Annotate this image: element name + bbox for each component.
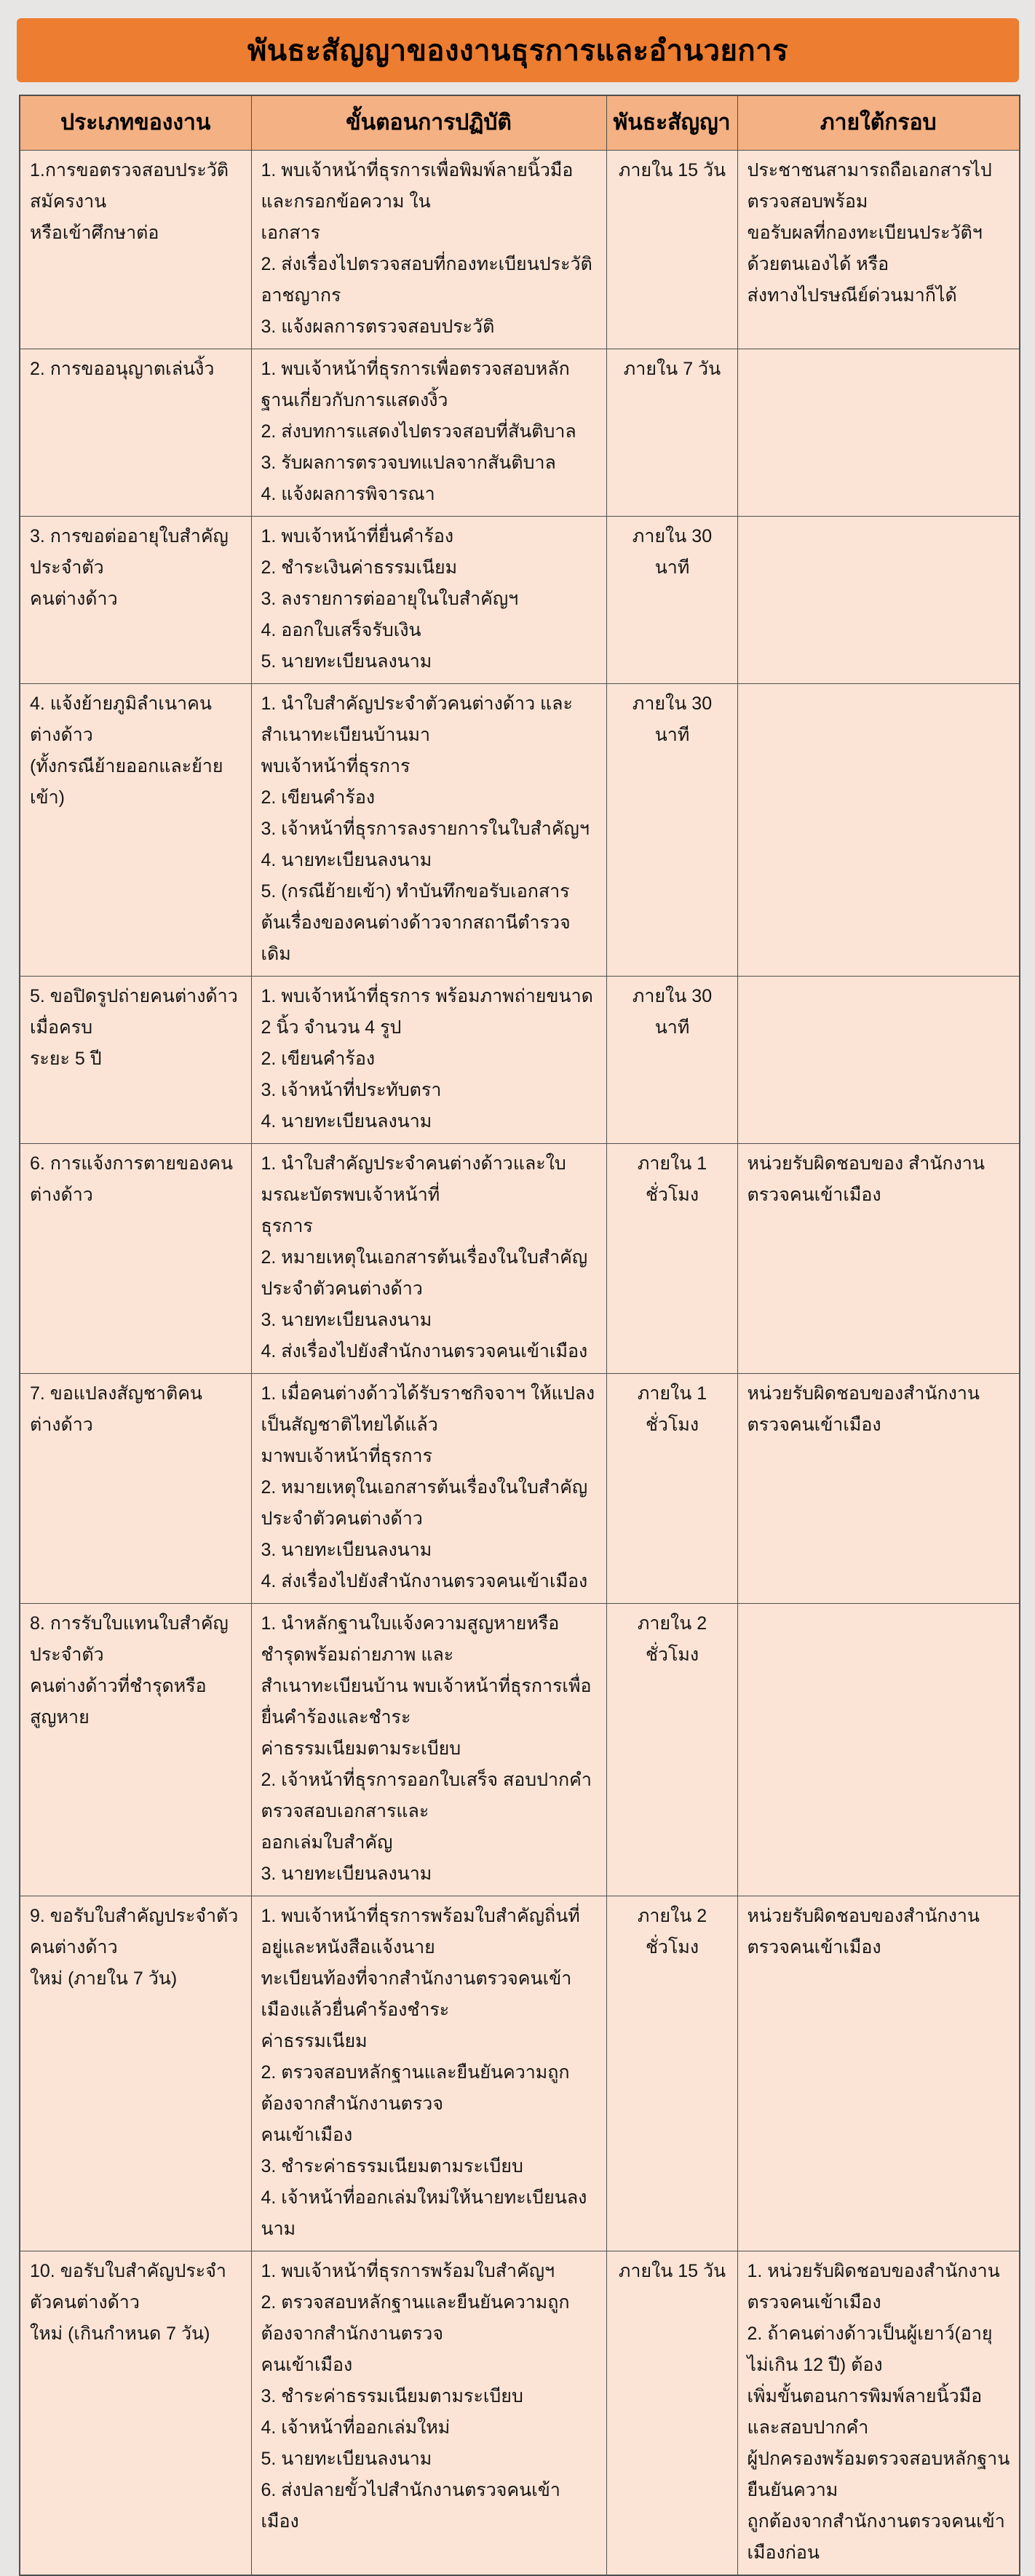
text-line: 4. นายทะเบียนลงนาม bbox=[261, 849, 432, 870]
text-line: ทะเบียนท้องที่จากสำนักงานตรวจคนเข้าเมืองแล้วยื่นคำร้องชำระ bbox=[261, 1968, 572, 2020]
text-line: 4. เจ้าหน้าที่ออกเล่มใหม่ให้นายทะเบียนลงนาม bbox=[261, 2187, 587, 2239]
text-line: หน่วยรับผิดชอบของสำนักงานตรวจคนเข้าเมือง bbox=[747, 1383, 980, 1435]
text-line: ออกเล่มใบสำคัญ bbox=[261, 1832, 393, 1853]
text-line: 4. ส่งเรื่องไปยังสำนักงานตรวจคนเข้าเมือง bbox=[261, 1570, 588, 1591]
text-line: คนเข้าเมือง bbox=[261, 2124, 353, 2145]
cell-steps bbox=[251, 976, 606, 1143]
text-line: 1. พบเจ้าหน้าที่ธุรการพร้อมใบสำคัญฯ bbox=[261, 2260, 555, 2281]
text-line: หน่วยรับผิดชอบของ สำนักงาน bbox=[747, 1153, 985, 1174]
text-line: 5. ขอปิดรูปถ่ายคนต่างด้าว เมื่อครบ bbox=[30, 985, 238, 1038]
text-line: ภายใน 2 ชั่วโมง bbox=[637, 1613, 707, 1665]
text-line: 3. นายทะเบียนลงนาม bbox=[261, 1863, 432, 1884]
text-line: มาพบเจ้าหน้าที่ธุรการ bbox=[261, 1445, 432, 1466]
text-line: 5. (กรณีย้ายเข้า) ทำบันทึกขอรับเอกสาร bbox=[261, 880, 570, 902]
text-line: 1. นำหลักฐานใบแจ้งความสูญหายหรือชำรุดพร้อมถ่ายภาพ และ bbox=[261, 1613, 560, 1665]
cell-commitment bbox=[606, 683, 737, 976]
cell-commitment bbox=[606, 1603, 737, 1896]
text-line: 4. ส่งเรื่องไปยังสำนักงานตรวจคนเข้าเมือง bbox=[261, 1340, 588, 1361]
text-line: ภายใน 30 นาที bbox=[632, 693, 713, 745]
cell-steps bbox=[251, 683, 606, 976]
text-line: 6. ส่งปลายขั้วไปสำนักงานตรวจคนเข้าเมือง bbox=[261, 2479, 560, 2532]
text-line: ประชาชนสามารถถือเอกสารไปตรวจสอบพร้อม bbox=[747, 159, 992, 212]
text-line: ต้นเรื่องของคนต่างด้าวจากสถานีตำรวจเดิม bbox=[261, 912, 571, 964]
text-line: 4. แจ้งย้ายภูมิลำเนาคนต่างด้าว bbox=[30, 693, 212, 745]
text-line: 2. ตรวจสอบหลักฐานและยืนยันความถูกต้องจากสำนักงานตรวจ bbox=[261, 2062, 570, 2114]
text-line: 5. นายทะเบียนลงนาม bbox=[261, 2448, 432, 2469]
cell-work-type bbox=[20, 1896, 251, 2251]
text-line: 2. ส่งบทการแสดงไปตรวจสอบที่สันติบาล bbox=[261, 421, 576, 442]
text-line: 5. นายทะเบียนลงนาม bbox=[261, 651, 432, 672]
text-line: 1. พบเจ้าหน้าที่ธุรการเพื่อตรวจสอบหลักฐานเกี่ยวกับการแสดงงิ้ว bbox=[261, 358, 570, 410]
cell-work-type bbox=[20, 349, 251, 516]
page-title-banner bbox=[17, 18, 1019, 82]
text-line: ภายใน 30 นาที bbox=[632, 525, 713, 578]
cell-commitment bbox=[606, 1143, 737, 1373]
cell-steps bbox=[251, 1896, 606, 2251]
text-line: 3. นายทะเบียนลงนาม bbox=[261, 1309, 432, 1330]
header-steps: ขั้นตอนการปฏิบัติ bbox=[251, 95, 606, 150]
text-line: ระยะ 5 ปี bbox=[30, 1048, 102, 1069]
table-row bbox=[20, 1603, 1020, 1896]
cell-work-type bbox=[20, 1603, 251, 1896]
text-line: 2. ถ้าคนต่างด้าวเป็นผู้เยาว์(อายุไม่เกิน 12 ปี) ต้อง bbox=[747, 2323, 993, 2375]
text-line: 2. หมายเหตุในเอกสารต้นเรื่องในใบสำคัญประจำตัวคนต่างด้าว bbox=[261, 1247, 588, 1299]
header-framework: ภายใต้กรอบ bbox=[737, 95, 1020, 150]
text-line: ผู้ปกครองพร้อมตรวจสอบหลักฐานยืนยันความ bbox=[747, 2448, 1010, 2500]
text-line: ใหม่ (เกินกำหนด 7 วัน) bbox=[30, 2323, 210, 2344]
text-line: ภายใน 2 ชั่วโมง bbox=[637, 1905, 707, 1957]
header-work-type: ประเภทของงาน bbox=[20, 95, 251, 150]
cell-commitment bbox=[606, 516, 737, 683]
text-line: ตรวจคนเข้าเมือง bbox=[747, 1184, 881, 1205]
text-line: 1. นำใบสำคัญประจำตัวคนต่างด้าว และสำเนาทะเบียนบ้านมา bbox=[261, 693, 573, 745]
text-line: เพิ่มขั้นตอนการพิมพ์ลายนิ้วมือและสอบปากคำ bbox=[747, 2385, 983, 2438]
table-row bbox=[20, 1373, 1020, 1603]
cell-steps bbox=[251, 150, 606, 349]
cell-steps bbox=[251, 516, 606, 683]
cell-framework bbox=[737, 1896, 1020, 2251]
text-line: ถูกต้องจากสำนักงานตรวจคนเข้าเมืองก่อน bbox=[747, 2511, 1005, 2563]
text-line: 4. ออกใบเสร็จรับเงิน bbox=[261, 619, 421, 640]
cell-work-type bbox=[20, 1373, 251, 1603]
text-line: ประจำตัวคนต่างด้าว bbox=[261, 1508, 423, 1529]
table-row bbox=[20, 349, 1020, 516]
text-line: 2. การขออนุญาตเล่นงิ้ว bbox=[30, 358, 215, 379]
text-line: 3. เจ้าหน้าที่ธุรการลงรายการในใบสำคัญฯ bbox=[261, 818, 590, 839]
cell-commitment bbox=[606, 2251, 737, 2575]
header-row bbox=[20, 95, 1020, 150]
cell-work-type bbox=[20, 2251, 251, 2575]
cell-steps bbox=[251, 2251, 606, 2575]
text-line: พบเจ้าหน้าที่ธุรการ bbox=[261, 755, 411, 776]
text-line: ใหม่ (ภายใน 7 วัน) bbox=[30, 1968, 178, 1989]
text-line: ค่าธรรมเนียม bbox=[261, 2030, 368, 2051]
text-line: ส่งทางไปรษณีย์ด่วนมาก็ได้ bbox=[747, 285, 957, 306]
cell-framework bbox=[737, 349, 1020, 516]
cell-steps bbox=[251, 1143, 606, 1373]
text-line: 2. หมายเหตุในเอกสารต้นเรื่องในใบสำคัญ bbox=[261, 1476, 588, 1498]
text-line: คนต่างด้าว bbox=[30, 588, 118, 609]
text-line: ภายใน 30 นาที bbox=[632, 985, 713, 1038]
table-row bbox=[20, 516, 1020, 683]
cell-work-type bbox=[20, 976, 251, 1143]
text-line: 7. ขอแปลงสัญชาติคนต่างด้าว bbox=[30, 1383, 203, 1435]
text-line: 3. นายทะเบียนลงนาม bbox=[261, 1539, 432, 1560]
text-line: 6. การแจ้งการตายของคนต่างด้าว bbox=[30, 1153, 234, 1205]
text-line: 3. ลงรายการต่ออายุในใบสำคัญฯ bbox=[261, 588, 519, 609]
cell-framework bbox=[737, 150, 1020, 349]
text-line: ภายใน 15 วัน bbox=[618, 2260, 726, 2281]
cell-work-type bbox=[20, 516, 251, 683]
text-line: 2. เขียนคำร้อง bbox=[261, 1048, 376, 1069]
cell-steps bbox=[251, 349, 606, 516]
text-line: 3. ชำระค่าธรรมเนียมตามระเบียบ bbox=[261, 2385, 523, 2406]
cell-framework bbox=[737, 1373, 1020, 1603]
text-line: 3. การขอต่ออายุใบสำคัญ ประจำตัว bbox=[30, 525, 229, 578]
text-line: 3. แจ้งผลการตรวจสอบประวัติ bbox=[261, 316, 495, 337]
text-line: 1. พบเจ้าหน้าที่ธุรการพร้อมใบสำคัญถิ่นที่อยู่และหนังสือแจ้งนาย bbox=[261, 1905, 580, 1957]
text-line: 8. การรับใบแทนใบสำคัญประจำตัว bbox=[30, 1613, 229, 1665]
cell-steps bbox=[251, 1603, 606, 1896]
text-line: 1.การขอตรวจสอบประวัติสมัครงาน bbox=[30, 159, 229, 212]
text-line: 2. ส่งเรื่องไปตรวจสอบที่กองทะเบียนประวัติอาชญากร bbox=[261, 253, 592, 306]
text-line: คนเข้าเมือง bbox=[261, 2354, 353, 2375]
text-line: 4. นายทะเบียนลงนาม bbox=[261, 1110, 432, 1132]
table-row bbox=[20, 2251, 1020, 2575]
cell-framework bbox=[737, 1603, 1020, 1896]
text-line: หน่วยรับผิดชอบของสำนักงานตรวจคนเข้าเมือง bbox=[747, 1905, 980, 1957]
table-row bbox=[20, 976, 1020, 1143]
text-line: ภายใน 1 ชั่วโมง bbox=[637, 1383, 707, 1435]
text-line: ภายใน 15 วัน bbox=[618, 159, 726, 180]
text-line: ภายใน 7 วัน bbox=[623, 358, 721, 379]
text-line: 1. เมื่อคนต่างด้าวได้รับราชกิจจาฯ ให้แปลงเป็นสัญชาติไทยได้แล้ว bbox=[261, 1383, 595, 1435]
text-line: 2. เจ้าหน้าที่ธุรการออกใบเสร็จ สอบปากคำตรวจสอบเอกสารและ bbox=[261, 1769, 592, 1821]
text-line: 2. เขียนคำร้อง bbox=[261, 787, 376, 808]
cell-commitment bbox=[606, 976, 737, 1143]
cell-steps bbox=[251, 1373, 606, 1603]
table-row bbox=[20, 150, 1020, 349]
text-line: ค่าธรรมเนียมตามระเบียบ bbox=[261, 1738, 461, 1759]
cell-commitment bbox=[606, 150, 737, 349]
text-line: ขอรับผลที่กองทะเบียนประวัติฯด้วยตนเองได้ หรือ bbox=[747, 222, 983, 274]
text-line: 4. แจ้งผลการพิจารณา bbox=[261, 483, 435, 504]
cell-work-type bbox=[20, 683, 251, 976]
cell-framework bbox=[737, 683, 1020, 976]
text-line: 1. พบเจ้าหน้าที่ยื่นคำร้อง bbox=[261, 525, 454, 546]
cell-work-type bbox=[20, 1143, 251, 1373]
table-header bbox=[20, 95, 1020, 150]
text-line: 2. ตรวจสอบหลักฐานและยืนยันความถูกต้องจากสำนักงานตรวจ bbox=[261, 2291, 570, 2344]
cell-work-type bbox=[20, 150, 251, 349]
text-line: 1. พบเจ้าหน้าที่ธุรการเพื่อพิมพ์ลายนิ้วมือและกรอกข้อความ ใน bbox=[261, 159, 574, 212]
cell-commitment bbox=[606, 1373, 737, 1603]
cell-framework bbox=[737, 1143, 1020, 1373]
text-line: 3. เจ้าหน้าที่ประทับตรา bbox=[261, 1079, 442, 1100]
cell-framework bbox=[737, 516, 1020, 683]
header-commitment: พันธะสัญญา bbox=[606, 95, 737, 150]
text-line: 1. พบเจ้าหน้าที่ธุรการ พร้อมภาพถ่ายขนาด 2 นิ้ว จำนวน 4 รูป bbox=[261, 985, 593, 1038]
table-row bbox=[20, 1143, 1020, 1373]
cell-commitment bbox=[606, 349, 737, 516]
table-row bbox=[20, 1896, 1020, 2251]
text-line: 3. รับผลการตรวจบทแปลจากสันติบาล bbox=[261, 452, 556, 473]
table-row bbox=[20, 683, 1020, 976]
table-body bbox=[20, 150, 1020, 2575]
text-line: 1. หน่วยรับผิดชอบของสำนักงานตรวจคนเข้าเมือง bbox=[747, 2260, 1000, 2313]
text-line: (ทั้งกรณีย้ายออกและย้ายเข้า) bbox=[30, 755, 223, 808]
text-line: หรือเข้าศึกษาต่อ bbox=[30, 222, 159, 243]
text-line: 9. ขอรับใบสำคัญประจำตัวคนต่างด้าว bbox=[30, 1905, 239, 1957]
cell-commitment bbox=[606, 1896, 737, 2251]
text-line: สำเนาทะเบียนบ้าน พบเจ้าหน้าที่ธุรการเพื่อยื่นคำร้องและชำระ bbox=[261, 1675, 592, 1728]
text-line: 2. ชำระเงินค่าธรรมเนียม bbox=[261, 557, 458, 578]
text-line: เอกสาร bbox=[261, 222, 320, 243]
cell-framework bbox=[737, 2251, 1020, 2575]
text-line: ภายใน 1 ชั่วโมง bbox=[637, 1153, 707, 1205]
text-line: 4. เจ้าหน้าที่ออกเล่มใหม่ bbox=[261, 2417, 451, 2438]
text-line: คนต่างด้าวที่ชำรุดหรือสูญหาย bbox=[30, 1675, 207, 1728]
text-line: 1. นำใบสำคัญประจำคนต่างด้าวและใบมรณะบัตรพบเจ้าหน้าที่ bbox=[261, 1153, 566, 1205]
text-line: 10. ขอรับใบสำคัญประจำตัวคนต่างด้าว bbox=[30, 2260, 226, 2313]
cell-framework bbox=[737, 976, 1020, 1143]
commitments-table bbox=[19, 95, 1020, 2576]
page-title: พันธะสัญญาของงานธุรการและอำนวยการ bbox=[247, 35, 789, 67]
text-line: ธุรการ bbox=[261, 1215, 313, 1236]
text-line: 3. ชำระค่าธรรมเนียมตามระเบียบ bbox=[261, 2155, 523, 2177]
